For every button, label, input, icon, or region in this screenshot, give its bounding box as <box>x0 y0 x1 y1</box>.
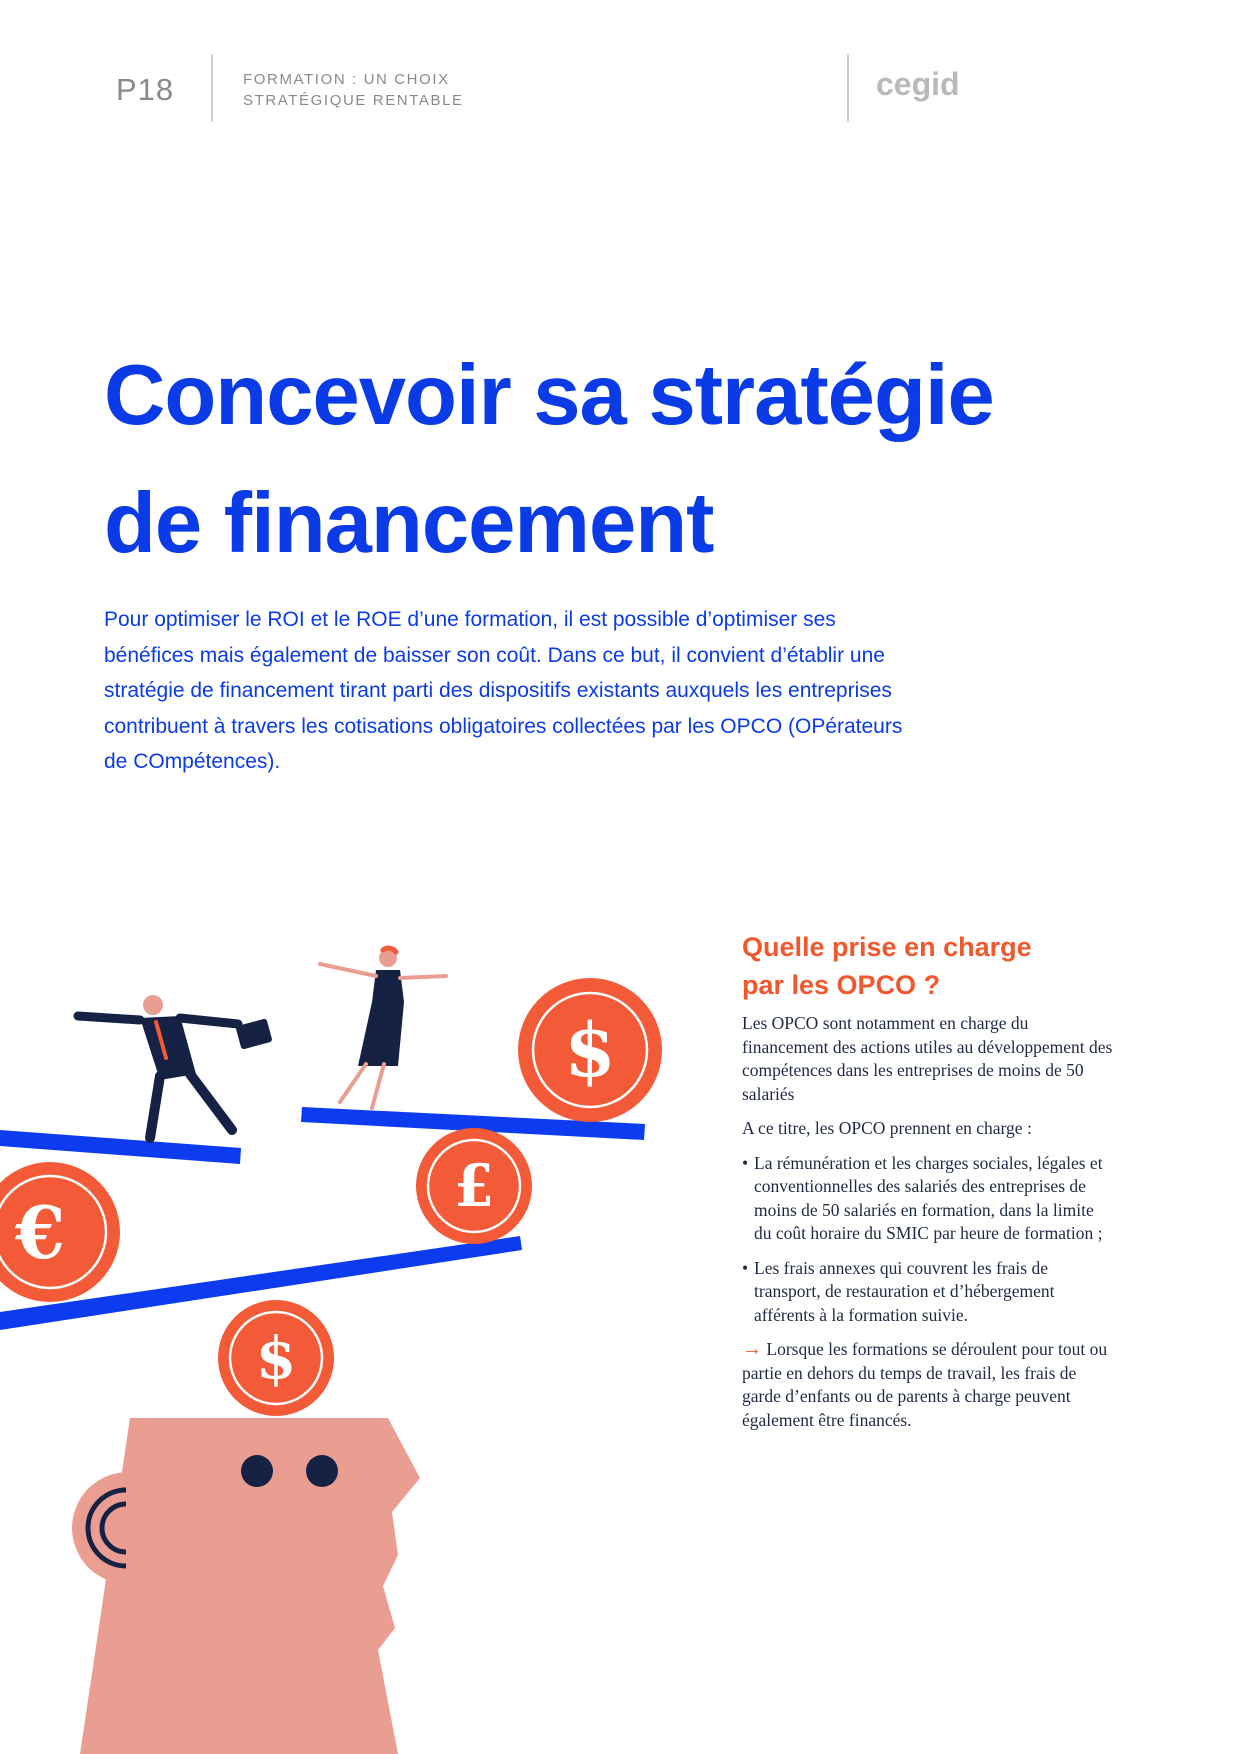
section-title-line: FORMATION : UN CHOIX <box>243 71 450 88</box>
coin-bottom <box>218 1300 334 1416</box>
sidebar-note <box>742 1338 1114 1432</box>
section-title <box>243 69 464 111</box>
businesswoman-figure <box>320 948 446 1108</box>
coin-dollar-top <box>518 978 662 1122</box>
list-item <box>742 1152 1114 1246</box>
coin-pound <box>416 1128 532 1244</box>
intro-paragraph: Pour optimiser le ROI et le ROE d’une formation, il est possible d’optimiser ses bénéfices mais également de baisser son coût. Dans ce but, il convient d’établir une stratégie de financement tirant parti des dispositifs existants auxquels les entreprises contribuent à travers les cotisations obligatoires collectées par les OPCO (OPérateurs de COmpétences). <box>104 608 903 773</box>
list-item <box>742 1257 1114 1328</box>
section-title-line: STRATÉGIQUE RENTABLE <box>243 92 464 109</box>
cegid-logo: cegid <box>876 66 960 102</box>
sidebar-note-text: Lorsque les formations se déroulent pour tout ou partie en dehors du temps de travail, les frais de garde d’enfants ou de parents à charge peuvent également être financés. <box>742 1339 1108 1430</box>
page-number: P18 <box>116 72 175 107</box>
sidebar-paragraph: Les OPCO sont notamment en charge du financement des actions utiles au développement des compétences dans les entreprises de moins de 50 salariés <box>742 1013 1113 1104</box>
list-item-text: Les frais annexes qui couvrent les frais de transport, de restauration et d’hébergement afférents à la formation suivie. <box>754 1257 1055 1325</box>
arrow-right-icon: → <box>742 1338 762 1360</box>
eye-icon <box>306 1455 338 1487</box>
header-divider <box>847 54 849 122</box>
coin-symbol: £ <box>453 1152 495 1220</box>
coin-symbol: € <box>14 1190 66 1275</box>
financing-illustration <box>0 930 740 1754</box>
header-divider <box>211 54 213 122</box>
sidebar-paragraph: A ce titre, les OPCO prennent en charge : <box>742 1118 1032 1138</box>
sidebar-bullet-list <box>742 1152 1114 1328</box>
page-title-line: Concevoir sa stratégie <box>104 348 994 443</box>
sidebar-heading <box>742 928 1032 1004</box>
page-title <box>104 332 994 588</box>
head-figure <box>72 1418 420 1754</box>
bullet-icon: • <box>742 1257 749 1278</box>
list-item-text: La rémunération et les charges sociales, légales et conventionnelles des salariés des entreprises de moins de 50 salariés en formation, dans la limite du coût horaire du SMIC par heure de formation ; <box>754 1152 1103 1243</box>
bullet-icon: • <box>742 1152 749 1173</box>
sidebar-body <box>742 1012 1114 1443</box>
businessman-figure <box>78 995 273 1138</box>
sidebar-heading-line: Quelle prise en charge <box>742 932 1032 962</box>
coin-euro <box>0 1162 120 1302</box>
eye-icon <box>241 1455 273 1487</box>
sidebar-heading-line: par les OPCO ? <box>742 970 941 1000</box>
coin-symbol: $ <box>564 1008 616 1094</box>
page-title-line: de financement <box>104 476 714 571</box>
coin-symbol: $ <box>255 1324 297 1392</box>
